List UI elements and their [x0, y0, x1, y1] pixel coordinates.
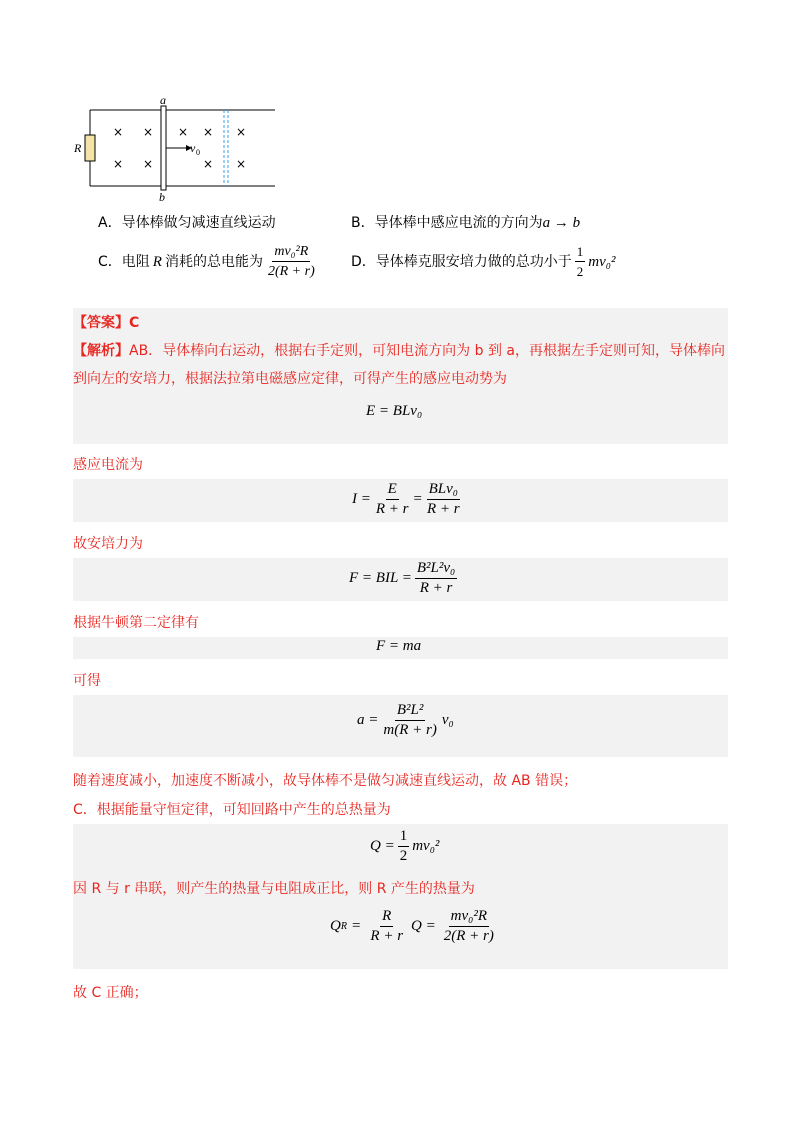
svg-text:×: ×: [236, 157, 247, 171]
eq-newton: F = ma: [376, 638, 422, 654]
text-get: 可得: [73, 673, 101, 689]
label-b: b: [159, 190, 165, 204]
eq-heat-total: Q = $\frac{1}{2}$ mv₀²: [370, 828, 440, 864]
text-c-correct: 故 C 正确；: [73, 985, 148, 1001]
option-b: B．导体棒中感应电流的方向为a → b: [351, 215, 581, 231]
text-current: 感应电流为: [73, 457, 143, 473]
svg-text:×: ×: [178, 125, 189, 139]
svg-text:×: ×: [236, 125, 247, 139]
answer-line: 【答案】C: [73, 315, 140, 331]
svg-text:0: 0: [196, 148, 200, 157]
eq-force: F = BIL = $\frac{\text{B²L²v₀}}{R + r}$: [349, 560, 456, 596]
option-c: C．电阻 R 消耗的总电能为 $\frac{\text{mv₀²R}}{2(R + r)}$: [98, 244, 315, 279]
eq-emf: E = BLv₀: [366, 403, 423, 419]
svg-text:×: ×: [143, 157, 154, 171]
analysis-line-1: 【解析】AB．导体棒向右运动，根据右手定则，可知电流方向为 b 到 a，再根据左手定则可知，导体棒向: [73, 343, 725, 359]
resistor-r: [85, 135, 95, 161]
text-c-energy: C．根据能量守恒定律，可知回路中产生的总热量为: [73, 802, 391, 818]
text-conclude-ab: 随着速度减小，加速度不断减小，故导体棒不是做匀减速直线运动，故 AB 错误；: [73, 773, 578, 789]
svg-text:×: ×: [203, 125, 214, 139]
svg-text:×: ×: [113, 125, 124, 139]
svg-text:×: ×: [203, 157, 214, 171]
eq-accel: a = $\frac{\text{B²L²}}{m(R + r)}$ v₀: [357, 702, 454, 738]
analysis-line-2: 到向左的安培力，根据法拉第电磁感应定律，可得产生的感应电动势为: [73, 371, 507, 387]
circuit-figure: [70, 95, 290, 207]
option-d: D．导体棒克服安培力做的总功小于 $\frac{1}{2}$ mv₀²: [351, 244, 616, 279]
eq-current: I = $\frac{E}{R + r}$ = $\frac{\text{BLv₀}}{R + r}$: [352, 481, 460, 517]
eq-heat-r: Q R = $\frac{R}{R + r}$ Q = $\frac{\text{mv₀²R}}{2(R + r)}$: [330, 908, 494, 944]
conductor-rod: [161, 106, 166, 190]
option-a: A．导体棒做匀减速直线运动: [98, 215, 276, 231]
label-r: R: [74, 141, 82, 155]
text-newton: 根据牛顿第二定律有: [73, 615, 199, 631]
text-force: 故安培力为: [73, 536, 143, 552]
label-v0: v: [190, 141, 196, 155]
label-a: a: [160, 95, 166, 107]
text-series: 因 R 与 r 串联，则产生的热量与电阻成正比，则 R 产生的热量为: [73, 881, 475, 897]
svg-text:×: ×: [113, 157, 124, 171]
svg-text:×: ×: [143, 125, 154, 139]
